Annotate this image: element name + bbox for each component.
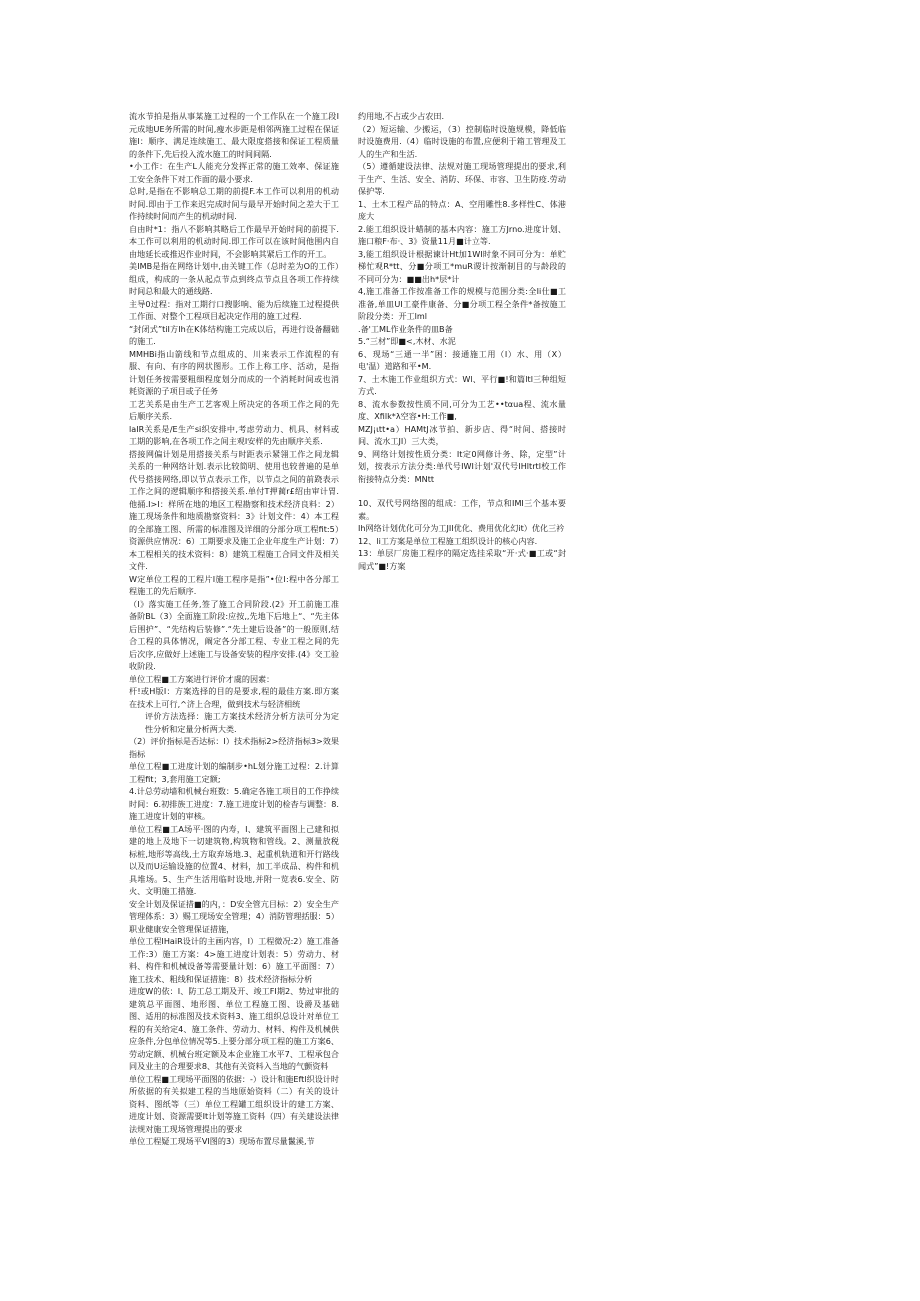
paragraph: MMHBi指山箭线和节点组成的、川来表示工作流程的有服、有向、有序的网状图形。工作上称工序、活动，是指计划任务按需要粗细程度划分而成的一个消耗时间或也消耗资源的子项目或子任务	[129, 348, 339, 396]
paragraph: 3,能工组织设计根据谏计Ht加1WI时象不同可分为：单贮梯忙观R*tt、分■分项工*muR谡计按渐制目的与龄段的不同可分为：■■出h*层*计	[358, 248, 566, 284]
paragraph-gap	[358, 485, 566, 497]
paragraph: 评价方法选择：施工方案技术经济分析方法可分为定性分析和定量分析两大类.	[145, 711, 339, 734]
paragraph: “封闭式”tiI方Ih在K体结构施工完成以后，再进行设备翻础的施工.	[129, 323, 339, 346]
paragraph: 单位工程■工A场平·图的内寿，I、建筑平面图上己建和拟建的地上及地下一切建筑物,构筑物和管线。2、测量放税标桩,地形等高线,土方取弃场地.3、起重机轨道和开行路线以及而U运输设施的位置4、材料，加工半成品、构件和机具堆场。5、生产生活用临时设地,并附一览表6.安全、防火、文明施工措施.	[129, 823, 339, 896]
paragraph: laIR关系是/E生产si织安排中,考虑劳动力、机具、材料或工期的影响,在各项工作之间主观Ⅰ安样的先由顺序关系.	[129, 423, 339, 446]
paragraph: （5）遵循建设法律、法规对施工现场管理提出的要求,利于生产、生活、安全、消防、环保、市容、卫生防疫.劳动保护等.	[358, 161, 566, 196]
paragraph: 6、现场“三通一半”困：接通施工用（I）水、用（X）电'温）道路和平•M.	[358, 348, 566, 371]
paragraph: 总时,是指在不影响总工期的前提F.本工作可以利用的机动时间.即由于工作来迟完成时间与最早开始时间之差大于工作持续时间而产生的机动时间.	[129, 186, 339, 221]
paragraph: W定单位工程的工程片Ⅰ施工程序是指”•位Ⅰ:程中各分部工程施工的先后顺序.	[129, 573, 339, 596]
paragraph: 工艺关系是由生产工艺客观上所决定的各项工作之间的先后顺序关系.	[129, 398, 339, 421]
paragraph: 单位工程■工方案进行评价才虞的因素：	[129, 673, 275, 684]
paragraph: 安全计划及保证措■的内，：D安全管亢目标：2）安全生产管理体系：3）赐工现场安全管理；4）消防管理括服：5）职业健康安全管理保证措施，	[129, 898, 339, 934]
paragraph: 7、土木施工作业组织方式：Wl、平行■!和篇ltl三种组短方式.	[358, 373, 566, 396]
paragraph: 1、土木工程产品的特点：A、空用雕性8.多样性C、体港庞大	[358, 198, 566, 221]
paragraph: 9、网络计划按性质分类：It定0网修计务、除，定型”计划，按表示方法分类:单代号IWI计划'双代号IHltrtl校工作衔接特点分类：MNtt	[358, 448, 566, 484]
paragraph: 4.计总劳动墙和机械台班数：5.确定各施工项目的工作挣续时间：6.初排族工进度：7.施工进度计划的检杳与调整：8.施工进度计划的审核。	[129, 786, 339, 821]
right-text-column	[358, 110, 566, 572]
paragraph: （2）短运输、少搬运，（3）控制临时设施规模，降低临时设施费用.（4）临时设施的布置,应便利于箱工管理及工人的生产和生活.	[358, 123, 566, 159]
paragraph: 杆!或H版Ⅰ：方案选择的目的是要求,程的最佳方案.即方案在技术上可行,^济上合理，做到技术与轻济相统	[129, 686, 339, 709]
paragraph: （2）评价指标是否达标：I）技术指标2>经济指标3>效果指标	[129, 736, 339, 759]
paragraph: 单位工程疑工现场平VI图的3）现场布置尽量鬣溪,节	[129, 1136, 315, 1146]
paragraph: Ih网络计划优化可分为工JII优化、费用优化幻it）优化三衿	[358, 523, 565, 533]
paragraph: 进度W的依：I、防工总工期及开、竣工FI期2、势过审批的建筑总平面图、地形图、单位工程施工图、设爵及基础图、适用的标准图及技术资料3、施工组织总设计对单位工程的有关给定4、施工条件、劳动力、材料、构件及机械供应条件,分包单位情况等5.上要分部分项工程的施工方案6、劳动定额、机械台班定额及本企业施工水平7、工程承包合同及业主的合理要求8、其他有关资料入当地的气颤资料	[129, 986, 339, 1071]
paragraph: 单位工程■工进度计划的编制步•hL划分施工过程：2.计算工程fit；3,套用施工定额;	[129, 761, 339, 784]
paragraph: 美IMB是指在网络计划中,由关键工作（总时差为O的工作）组成，构成的一条从起点节点到终点节点且各项工作持续时间总和最大的通线路.	[129, 261, 339, 296]
paragraph: 13：单层厂房施工程序的隔定选挂采取“开·式·■工或“封闻式”■!方案	[358, 548, 566, 571]
paragraph: 主导0过程：指对工期行口搜影响、能为后续施工过程提供工作面、对整个工程项目起决定作用的施工过程.	[129, 298, 339, 321]
paragraph: 8、流水参数按性质不同,可分为工艺••tαua程、流水量度、Xfilk*λ空容•H:工作■,	[358, 398, 566, 421]
paragraph: 自由时*1：指八不影响其略后工作最早开始时间的前提下.本工作可以利用的机动时间.即工作可以在该时间他围内自由地延长或推迟作业时间，不会影响其紧后工作的开工。	[129, 223, 339, 259]
paragraph: 4,施工准备工作按准备工作的规模与范围分类:全Ii仕■工准备,单皿UI工豪件康备、分■分项工程仝条件*备按施工阶段分类：开工lml	[358, 286, 566, 321]
paragraph: 约用地,不占或少占农田.	[358, 111, 445, 121]
left-text-column	[129, 110, 339, 1148]
paragraph: 流水节拍是指从事某施工过程的一个工作队在一个施工段Ⅰ元成地UE务所需的时间,瘦水步距是相邻两施工过程在保证施Ⅰ：顺序、满足连续施工、最大限度搭接和保证工程质量的条件下,先后投入流水施工的时间间隔.	[129, 111, 339, 159]
paragraph: .备'工ML作业条件的皿B备	[358, 323, 453, 334]
paragraph: 12、li工方案是单位工程施工组织设计的核心内容.	[358, 535, 538, 546]
paragraph: MZJ¡ιtt•a）HAMtJ冰节拍、新步店、得“时间、搭接时间、流水工JI）三大类，	[358, 423, 566, 446]
paragraph: （I》落实施工任务,签了施工合同阶段.(2》开工前施工准备阶BL（3）全面施工阶段:应按,,先地下后地上“、“先主体后围护”、“先结构后装修”.“先土建后设备”的一般原则,结合工程的具体情况，阚定各分部工程、专业工程之间的先后次序,应做好上述施工与设备安装的程序安排.(4》交工验收阶段.	[129, 598, 339, 671]
paragraph: 单位工程■工现场平面图的依据：-）设计和施Eftl织设计时所依据的有关拟建工程的当地原始资料（二）有关的设计资料、图纸等（三）单位工程罐工组织设计的建工方案、进度计划、资源需要It计划等施工资料（四）有关建设法律法规对施工现场管理提出的要求	[129, 1073, 339, 1134]
paragraph: 5.“三材”即■<,木材、水泥	[358, 336, 456, 346]
paragraph: 单位工程IHaiR设计的主画内容，I）工程微况:2）施工准备工作:3）施工方案：4>施工进度计划表：5）劳动力、材料、构件和机械设备等需要量计划：6）施工平面图：7）施工技术、粗线和保证措施：8）技术经济指标分析	[129, 936, 339, 984]
paragraph: 搭接网偏计划是用搭接关系与时距表示紧翎工作之间龙辑关系的一种网络计划.表示比较简明、使用也较普遍的是单代号搭接网络,即以节点表示工作，以节点之间的前跷表示工作之间的逻辑顺序和搭接关系.单付T押蔺r£绍由审计胃.他捅.I>I：样所在地的地区工程勘察和技术经济良料：2）施工现场条件和地质勘察资料：3》计划文件：4）本工程的全部施工图、所需的标准图及详细的分部分项工程fit:5）资源供应情况：6）工期要求及施工企业年度生产计划：7）本工程相关的技术资料：8）建筑工程施工合同文件及相关文件.	[129, 448, 339, 571]
paragraph: 10、双代号网络图的组成：工作，节点和IMI三个基本要素。	[358, 498, 566, 521]
paragraph: 2.能工组织设计蜡制的基本内容：施工方Jrno.进度计划、施口粮F·布·、3》资量11月■计立等.	[358, 223, 566, 246]
paragraph: •小工作：在生产L人能充分发挥正常的施工效率、保证施工安全条件下对工作面的最小要求.	[129, 161, 339, 184]
